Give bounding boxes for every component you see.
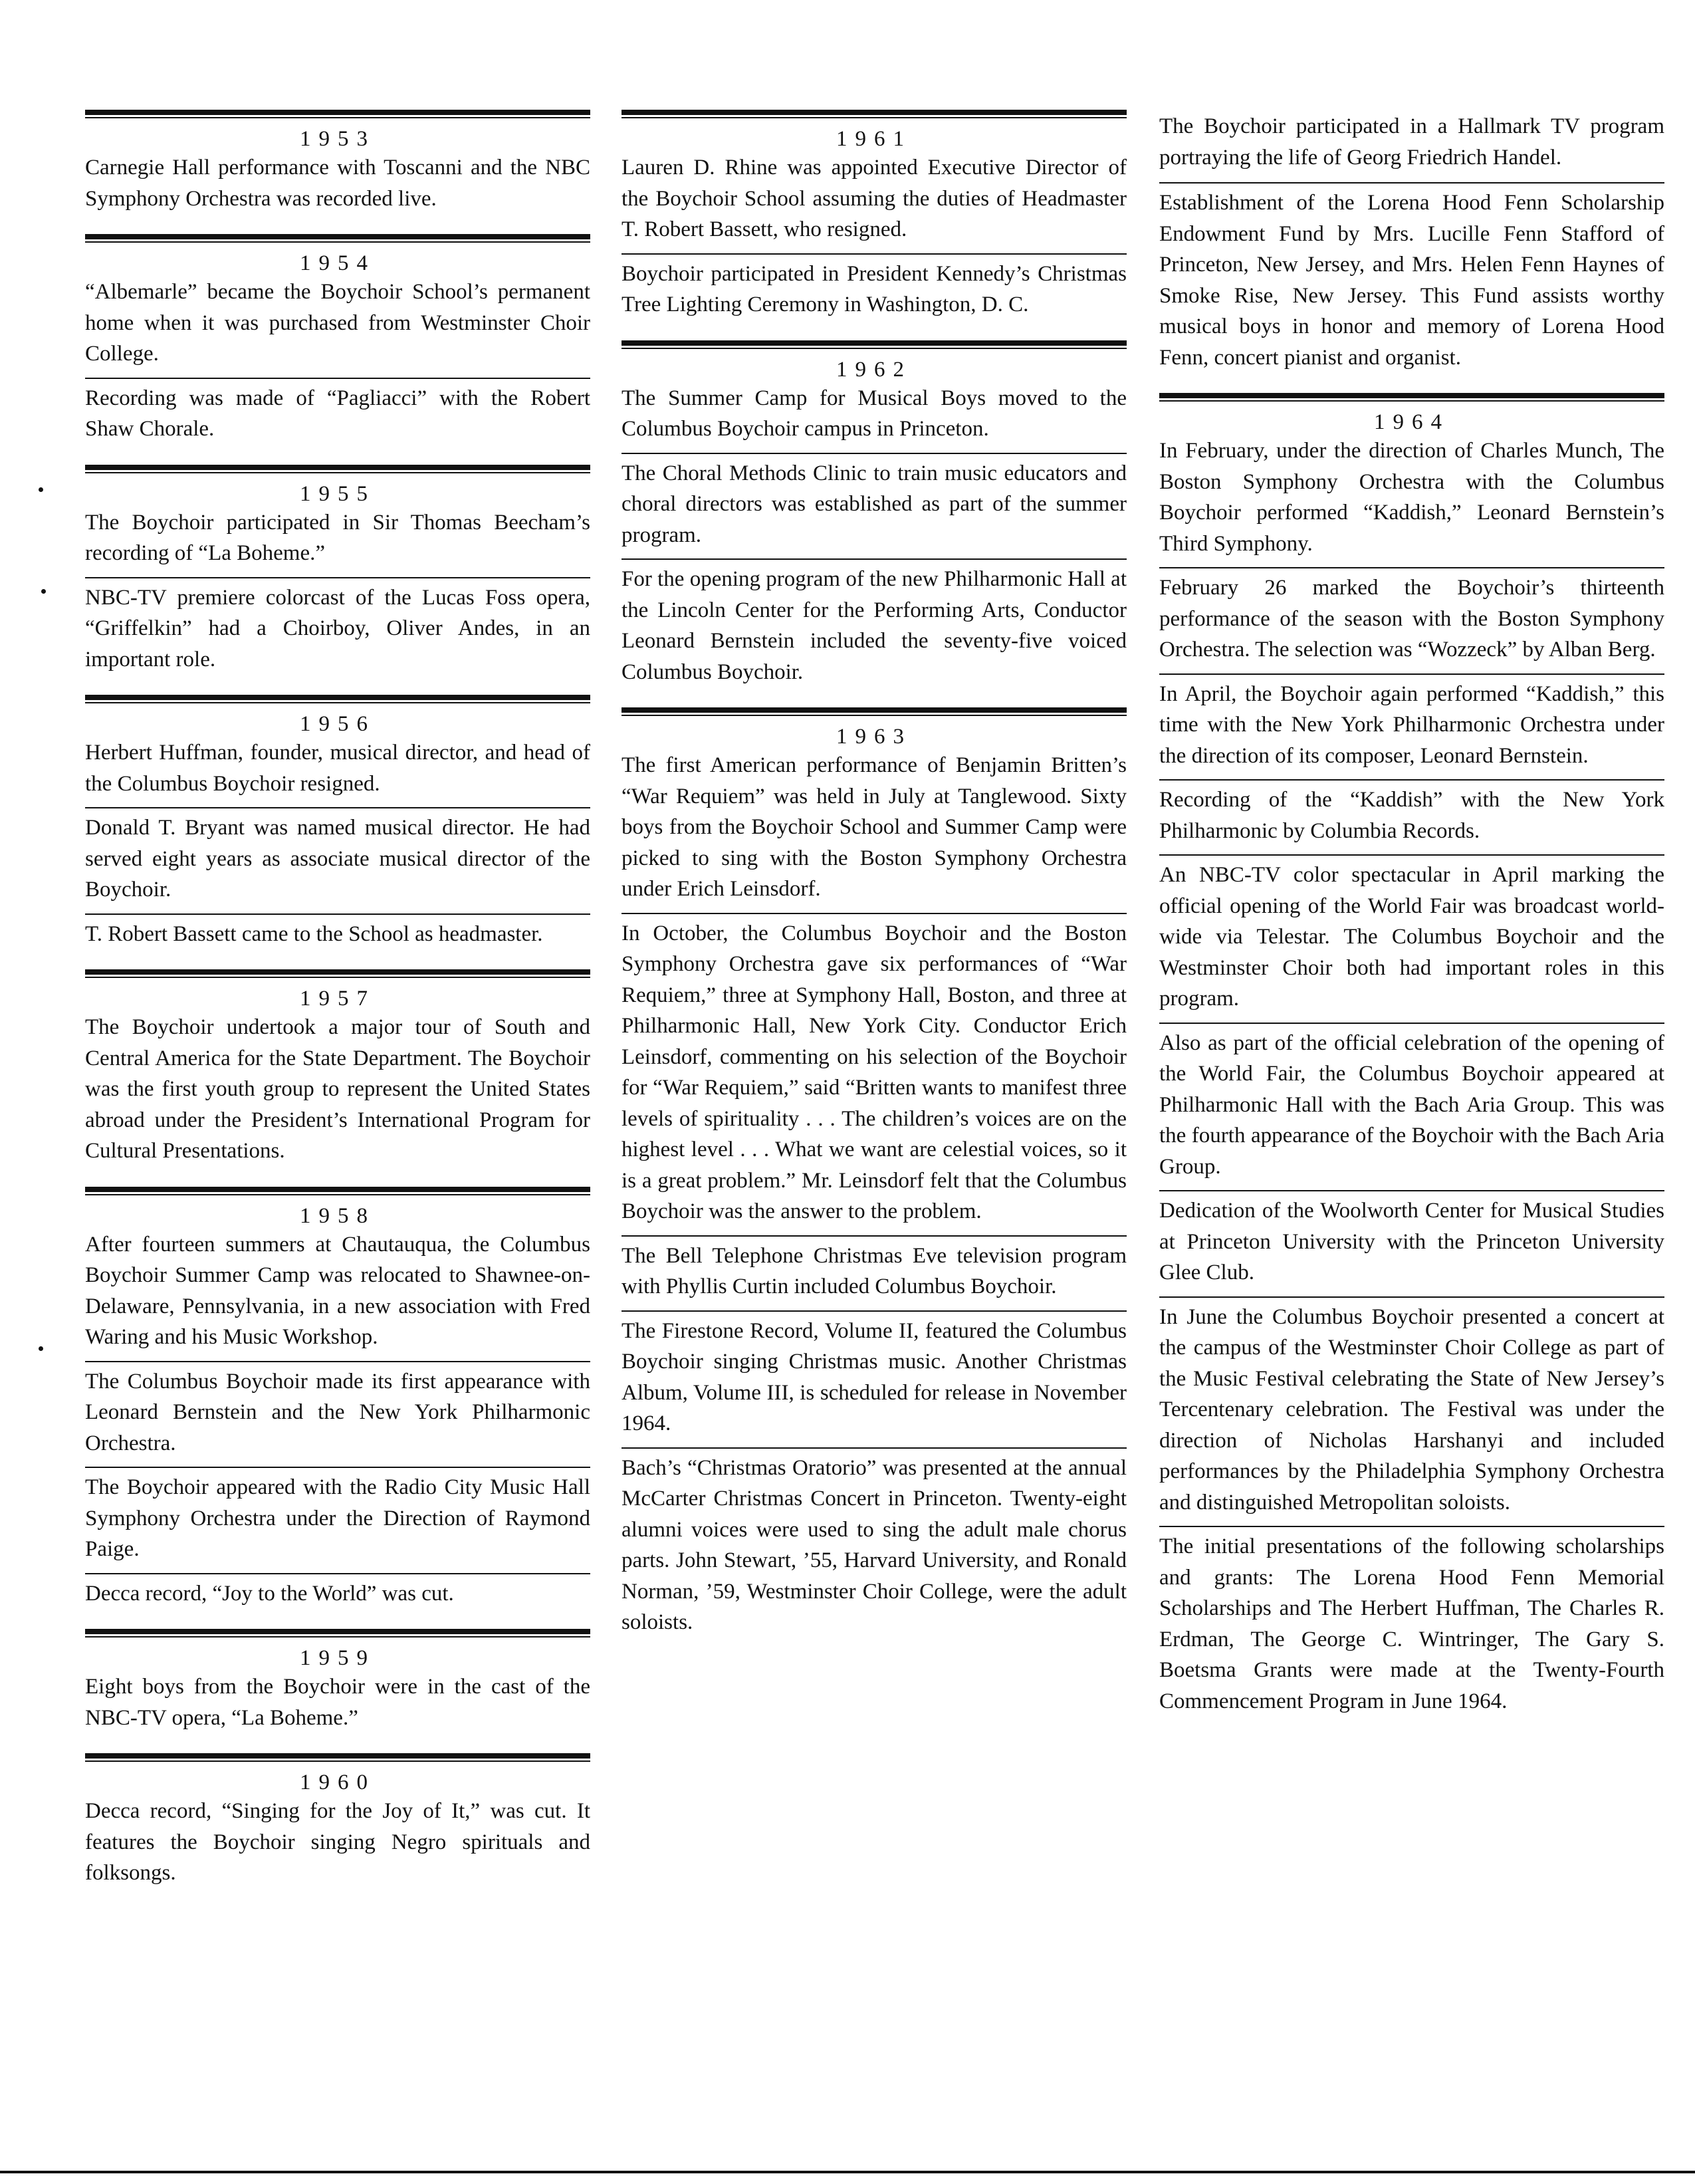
timeline-entry: Lauren D. Rhine was appointed Executive Director of the Boychoir School assuming the duties of Headmaster T. Robert Bassett, who resigned. <box>622 156 1127 241</box>
timeline-entry: NBC-TV premiere colorcast of the Lucas Foss opera, “Griffelkin” had a Choirboy, Oliver Andes, in an important role. <box>85 577 590 683</box>
margin-mark <box>41 589 46 594</box>
section-rule <box>622 110 1127 115</box>
year-heading: 1954 <box>300 251 376 275</box>
year-section <box>85 465 590 683</box>
section-rule <box>85 1753 590 1759</box>
section-rule <box>85 969 590 975</box>
year-heading: 1955 <box>300 481 376 506</box>
section-rule <box>85 695 590 700</box>
timeline-entry: Also as part of the official celebration of the opening of the World Fair, the Columbus Boychoir appeared at Philharmonic Hall with the Bach Aria Group. This was the fourth appearance of the Boychoir with the Bach Aria Group. <box>1159 1023 1664 1191</box>
timeline-entry: T. Robert Bassett came to the School as headmaster. <box>85 913 590 958</box>
margin-mark <box>39 1346 43 1351</box>
timeline-entry: Carnegie Hall performance with Toscanni and the NBC Symphony Orchestra was recorded live. <box>85 156 590 211</box>
column-left <box>85 110 590 1897</box>
year-heading: 1959 <box>300 1646 376 1670</box>
timeline-entry: Dedication of the Woolworth Center for Musical Studies at Princeton University with the Princeton University Glee Club. <box>1159 1190 1664 1296</box>
year-heading: 1963 <box>836 725 912 749</box>
timeline-entry: The Columbus Boychoir made its first appearance with Leonard Bernstein and the New York Philharmonic Orchestra. <box>85 1361 590 1467</box>
timeline-entry: “Albemarle” became the Boychoir School’s permanent home when it was purchased from Westminster Choir College. <box>85 280 590 366</box>
year-heading: 1964 <box>1374 410 1450 434</box>
year-heading: 1953 <box>300 127 376 151</box>
year-heading: 1956 <box>300 712 376 736</box>
year-section <box>622 340 1127 696</box>
year-section <box>85 695 590 957</box>
timeline-entry: The Bell Telephone Christmas Eve television program with Phyllis Curtin included Columbus Boychoir. <box>622 1235 1127 1310</box>
year-section <box>1159 393 1664 1725</box>
margin-mark <box>39 487 43 492</box>
timeline-entry: In October, the Columbus Boychoir and the Boston Symphony Orchestra gave six performances of “War Requiem,” three at Symphony Hall, Boston, and three at Philharmonic Hall, New York City. Conductor Erich Leinsdorf, commenting on his selection of the Boychoir for “War Requiem,” said “Britten wants to manifest three levels of spirituality . . . The children’s voices are on the highest level . . . What we want are celestial voices, so it is a great problem.” Mr. Leinsdorf felt that the Columbus Boychoir was the answer to the problem. <box>622 913 1127 1235</box>
timeline-entry: The Summer Camp for Musical Boys moved to the Columbus Boychoir campus in Princeton. <box>622 386 1127 441</box>
timeline-entry: In June the Columbus Boychoir presented a concert at the campus of the Westminster Choir College as part of the Music Festival celebrating the State of New Jersey’s Tercentenary celebration. The Festival was under the direction of Nicholas Harshanyi and included performances by the Philadelphia Symphony Orchestra and distinguished Metropolitan soloists. <box>1159 1296 1664 1526</box>
timeline-entry: Recording of the “Kaddish” with the New York Philharmonic by Columbia Records. <box>1159 779 1664 854</box>
timeline-entry: Donald T. Bryant was named musical director. He had served eight years as associate musical director of the Boychoir. <box>85 807 590 913</box>
year-section <box>85 969 590 1175</box>
timeline-entry: Bach’s “Christmas Oratorio” was presented at the annual McCarter Christmas Concert in Princeton. Twenty-eight alumni voices were used to sing the adult male chorus parts. John Stewart, ’55, Harvard University, and Ronald Norman, ’59, Westminster Choir College, were the adult soloists. <box>622 1447 1127 1646</box>
timeline-entry: February 26 marked the Boychoir’s thirteenth performance of the season with the Boston Symphony Orchestra. The selection was “Wozzeck” by Alban Berg. <box>1159 567 1664 673</box>
section-rule <box>622 707 1127 713</box>
timeline-entry: Boychoir participated in President Kennedy’s Christmas Tree Lighting Ceremony in Washington, D. C. <box>622 253 1127 328</box>
year-section <box>85 1187 590 1618</box>
year-heading: 1960 <box>300 1770 376 1794</box>
section-rule <box>85 465 590 470</box>
bottom-rule <box>0 2171 1695 2173</box>
timeline-entry: The Boychoir undertook a major tour of South and Central America for the State Department. The Boychoir was the first youth group to represent the United States abroad under the President’s International Program for Cultural Presentations. <box>85 1015 590 1163</box>
timeline-entry: The initial presentations of the following scholarships and grants: The Lorena Hood Fenn Memorial Scholarships and The Herbert Huffman, The Charles R. Erdman, The George C. Wintringer, The Gary S. Boetsma Grants were made at the Twenty-Fourth Commencement Program in June 1964. <box>1159 1526 1664 1725</box>
year-section <box>622 707 1127 1646</box>
timeline-entry: The Boychoir participated in Sir Thomas Beecham’s recording of “La Boheme.” <box>85 510 590 565</box>
timeline-entry: After fourteen summers at Chautauqua, the Columbus Boychoir Summer Camp was relocated to Shawnee-on-Delaware, Pennsylvania, in a new association with Fred Waring and his Music Workshop. <box>85 1232 590 1349</box>
timeline-entry: Eight boys from the Boychoir were in the cast of the NBC-TV opera, “La Boheme.” <box>85 1675 590 1730</box>
section-rule <box>622 340 1127 346</box>
year-section <box>85 1753 590 1897</box>
timeline-entry: For the opening program of the new Philharmonic Hall at the Lincoln Center for the Performing Arts, Conductor Leonard Bernstein included the seventy-five voiced Columbus Boychoir. <box>622 558 1127 695</box>
timeline-entry: Recording was made of “Pagliacci” with the Robert Shaw Chorale. <box>85 378 590 453</box>
year-section <box>85 110 590 222</box>
timeline-entry: Decca record, “Singing for the Joy of It,” was cut. It features the Boychoir singing Negro spirituals and folksongs. <box>85 1799 590 1885</box>
column-middle <box>622 110 1127 1646</box>
timeline-entry: In April, the Boychoir again performed “Kaddish,” this time with the New York Philharmonic Orchestra under the direction of its composer, Leonard Bernstein. <box>1159 673 1664 780</box>
section-rule <box>85 110 590 115</box>
section-rule <box>85 1629 590 1634</box>
year-section <box>85 234 590 453</box>
column-right <box>1159 110 1664 1725</box>
year-heading: 1958 <box>300 1203 376 1228</box>
timeline-entry: The Choral Methods Clinic to train music educators and choral directors was established as part of the summer program. <box>622 453 1127 559</box>
section-rule <box>1159 393 1664 398</box>
year-heading: 1957 <box>300 987 376 1011</box>
timeline-entry: The first American performance of Benjamin Britten’s “War Requiem” was held in July at Tanglewood. Sixty boys from the Boychoir School and Summer Camp were picked to sing with the Boston Symphony Orchestra under Erich Leinsdorf. <box>622 753 1127 901</box>
timeline-entry: The Boychoir appeared with the Radio City Music Hall Symphony Orchestra under the Direction of Raymond Paige. <box>85 1467 590 1573</box>
year-heading: 1961 <box>836 127 912 151</box>
timeline-entry: Establishment of the Lorena Hood Fenn Scholarship Endowment Fund by Mrs. Lucille Fenn Stafford of Princeton, New Jersey, and Mrs. Helen Fenn Haynes of Smoke Rise, New Jersey. This Fund assists worthy musical boys in honor and memory of Lorena Hood Fenn, concert pianist and organist. <box>1159 182 1664 381</box>
year-heading: 1962 <box>836 357 912 382</box>
section-rule <box>85 1187 590 1192</box>
timeline-entry: Decca record, “Joy to the World” was cut. <box>85 1573 590 1618</box>
continued-entries <box>1159 111 1664 381</box>
timeline-entry: The Boychoir participated in a Hallmark TV program portraying the life of Georg Friedrich Handel. <box>1159 114 1664 170</box>
timeline-entry: Herbert Huffman, founder, musical director, and head of the Columbus Boychoir resigned. <box>85 741 590 796</box>
timeline-entry: In February, under the direction of Charles Munch, The Boston Symphony Orchestra with the Columbus Boychoir performed “Kaddish,” Leonard Bernstein’s Third Symphony. <box>1159 439 1664 556</box>
year-section <box>622 110 1127 328</box>
timeline-entry: The Firestone Record, Volume II, featured the Columbus Boychoir singing Christmas music. Another Christmas Album, Volume III, is scheduled for release in November 1964. <box>622 1310 1127 1447</box>
year-section <box>85 1629 590 1741</box>
timeline-entry: An NBC-TV color spectacular in April marking the official opening of the World Fair was broadcast world-wide via Telestar. The Columbus Boychoir and the Westminster Choir both had important roles in this program. <box>1159 854 1664 1023</box>
section-rule <box>85 234 590 239</box>
